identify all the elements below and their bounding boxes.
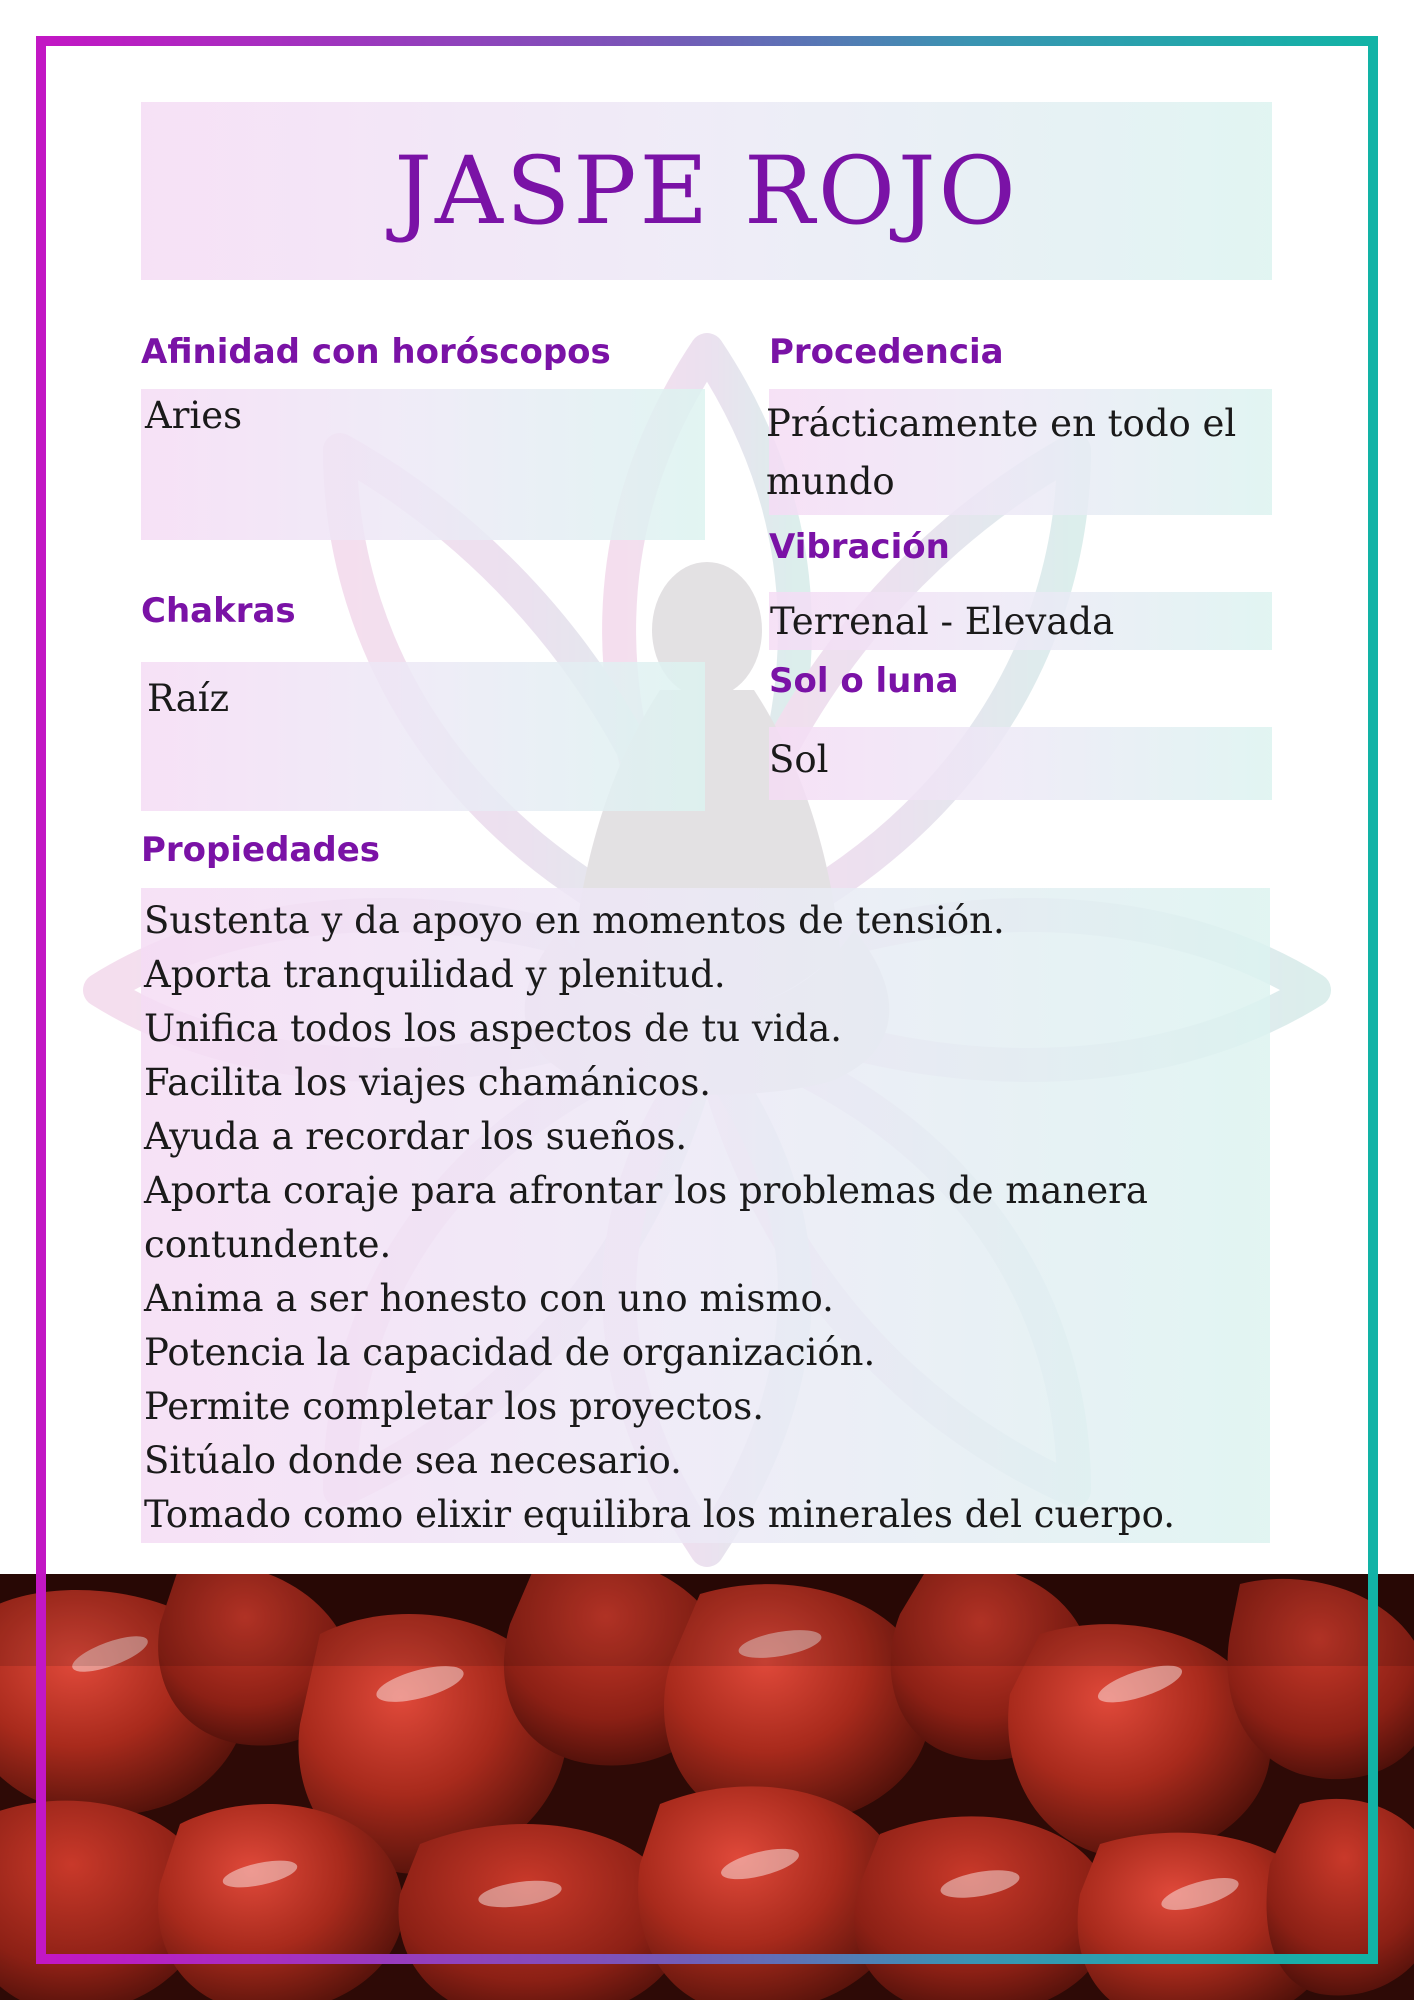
origin-box [766, 389, 1272, 515]
properties-label: Propiedades [141, 830, 381, 870]
properties-list [141, 888, 1270, 1542]
property-item: Sitúalo donde sea necesario. [144, 1439, 682, 1482]
chakras-label: Chakras [141, 591, 296, 631]
chakras-value: Raíz [147, 677, 230, 720]
horoscope-value: Aries [145, 394, 243, 437]
property-item: Facilita los viajes chamánicos. [144, 1061, 712, 1104]
page-title: JASPE ROJO [394, 136, 1019, 246]
properties-box [141, 888, 1270, 1543]
property-item: Anima a ser honesto con uno mismo. [144, 1277, 834, 1320]
horoscope-label: Afinidad con horóscopos [141, 332, 611, 372]
red-jasper-stones-photo [0, 1574, 1414, 2000]
sun-moon-value: Sol [769, 738, 829, 781]
property-item: Permite completar los proyectos. [144, 1385, 765, 1428]
vibration-value: Terrenal - Elevada [770, 600, 1115, 643]
chakras-box [141, 662, 705, 811]
origin-label: Procedencia [769, 332, 1004, 372]
property-item: Sustenta y da apoyo en momentos de tensión. [144, 899, 1005, 942]
sun-moon-label: Sol o luna [769, 661, 959, 701]
title-banner [141, 102, 1272, 280]
vibration-box [769, 592, 1272, 650]
vibration-label: Vibración [769, 527, 950, 567]
horoscope-box [141, 389, 705, 540]
origin-value: Prácticamente en todo el mundo [766, 402, 1237, 503]
property-item: Aporta coraje para afrontar los problemas de manera contundente. [144, 1169, 1148, 1266]
property-item: Tomado como elixir equilibra los minerales del cuerpo. [144, 1493, 1175, 1536]
property-item: Aporta tranquilidad y plenitud. [144, 953, 726, 996]
sun-moon-box [769, 727, 1272, 800]
property-item: Ayuda a recordar los sueños. [144, 1115, 688, 1158]
property-item: Unifica todos los aspectos de tu vida. [144, 1007, 843, 1050]
property-item: Potencia la capacidad de organización. [144, 1331, 876, 1374]
